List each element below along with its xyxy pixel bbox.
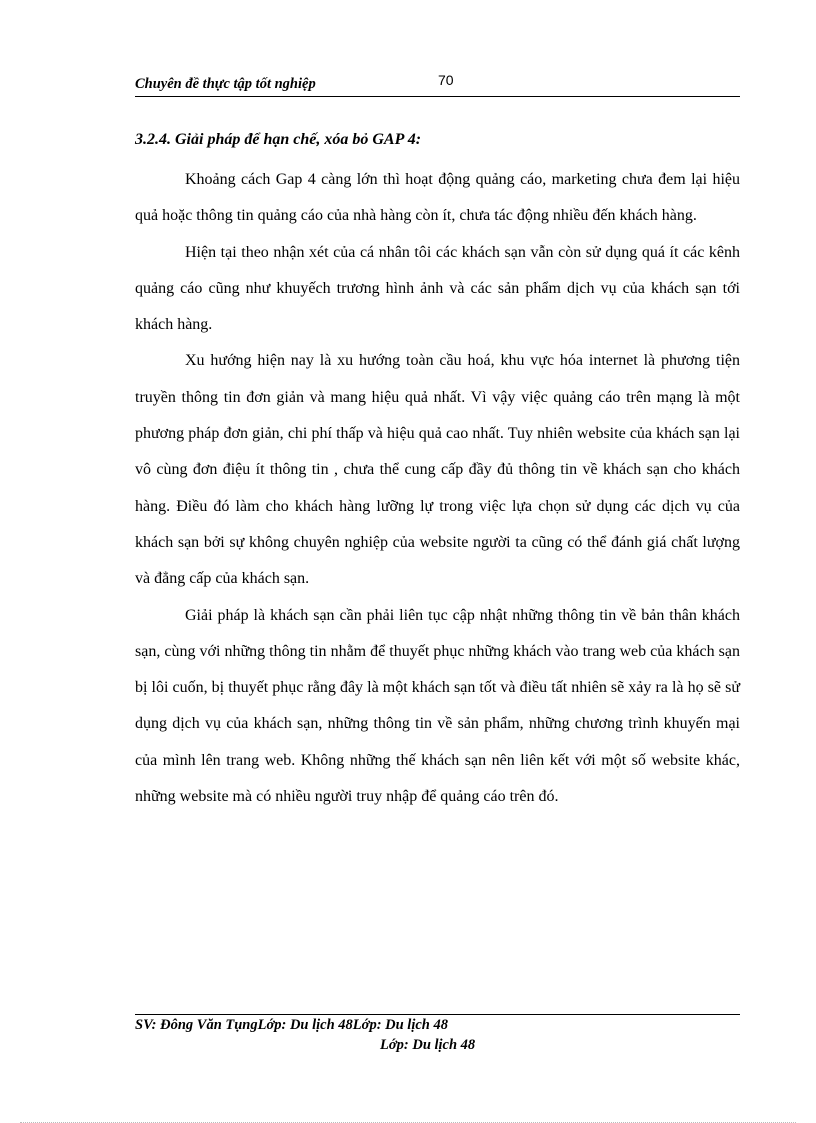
page-header [135, 62, 740, 97]
paragraph-3: Xu hướng hiện nay là xu hướng toàn cầu hoá, khu vực hóa internet là phương tiện truyền thông tin đơn giản và mang hiệu quả nhất. Vì vậy việc quảng cáo trên mạng là một phương pháp đơn giản, chi phí thấp và hiệu quả cao nhất. Tuy nhiên website của khách sạn lại vô cùng đơn điệu ít thông tin , chưa thể cung cấp đầy đủ thông tin về khách sạn cho khách hàng. Điều đó làm cho khách hàng lưỡng lự trong việc lựa chọn sử dụng các dịch vụ của khách sạn bởi sự không chuyên nghiệp của website người ta cũng có thể đánh giá chất lượng và đẳng cấp của khách sạn. [135, 352, 740, 588]
footer-class-line: Lớp: Du lịch 48 [380, 1037, 476, 1053]
footer-student-line: SV: Đông Văn TụngLớp: Du lịch 48Lớp: Du lịch 48 [135, 1017, 448, 1033]
paragraph-1: Khoảng cách Gap 4 càng lớn thì hoạt động quảng cáo, marketing chưa đem lại hiệu quả hoặc thông tin quảng cáo của nhà hàng còn ít, chưa tác động nhiều đến khách hàng. [135, 171, 740, 225]
body-text [135, 162, 740, 815]
page-number: 70 [438, 72, 454, 88]
paragraph-2: Hiện tại theo nhận xét của cá nhân tôi các khách sạn vẫn còn sử dụng quá ít các kênh quảng cáo cũng như khuyếch trương hình ảnh và các sản phẩm dịch vụ của khách sạn tới khách hàng. [135, 243, 740, 334]
section-heading: 3.2.4. Giải pháp để hạn chế, xóa bỏ GAP 4: [135, 131, 422, 148]
paragraph-4: Giải pháp là khách sạn cần phải liên tục cập nhật những thông tin về bản thân khách sạn, cùng với những thông tin nhằm để thuyết phục những khách vào trang web của khách sạn bị lôi cuốn, bị thuyết phục rằng đây là một khách sạn tốt và điều tất nhiên sẽ xảy ra là họ sẽ sử dụng dịch vụ của khách sạn, những thông tin về sản phẩm, những chương trình khuyến mại của mình lên trang web. Không những thế khách sạn nên liên kết với một số website khác, những website mà có nhiều người truy nhập để quảng cáo trên đó. [135, 606, 740, 806]
header-title: Chuyên đề thực tập tốt nghiệp [135, 76, 316, 92]
footer-divider [135, 1014, 740, 1015]
